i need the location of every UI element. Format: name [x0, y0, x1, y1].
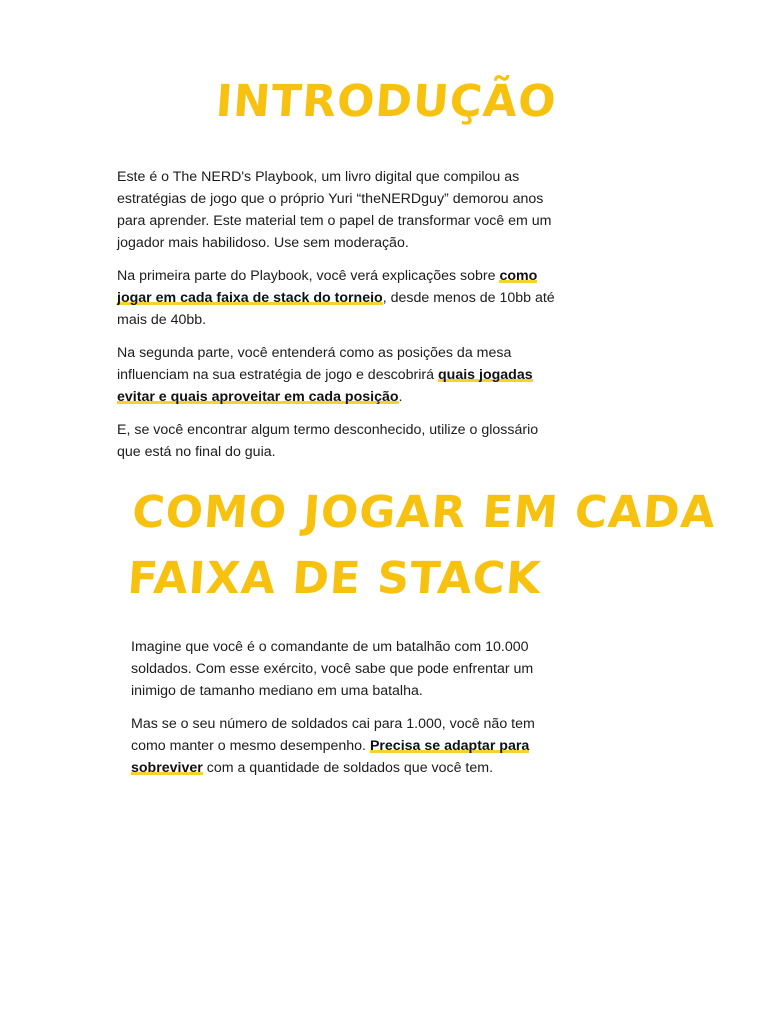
stack-paragraph-1: Imagine que você é o comandante de um batalhão com 10.000 soldados. Com esse exército, você sabe que pode enfrentar um inimigo de tamanho mediano em uma batalha.: [131, 639, 534, 699]
intro-paragraph-4: E, se você encontrar algum termo desconhecido, utilize o glossário que está no final do guia.: [117, 422, 539, 460]
intro-p3-text-end: .: [398, 389, 403, 405]
intro-p2-highlight: como jogar em cada faixa de stack do torneio: [117, 268, 538, 306]
stack-paragraph-2: [131, 713, 551, 779]
intro-paragraph-3: [117, 342, 557, 408]
intro-p3-text: Na segunda parte, você entenderá como as posições da mesa influenciam na sua estratégia de jogo e descobrirá: [117, 345, 512, 383]
stack-p2-highlight: Precisa se adaptar para sobreviver: [131, 738, 530, 776]
intro-paragraph-1: Este é o The NERD's Playbook, um livro digital que compilou as estratégias de jogo que o próprio Yuri “theNERDguy” demorou anos para aprender. Este material tem o papel de transformar você em um jogador mais habilidoso. Use sem moderação.: [117, 169, 552, 251]
stack-p2-text: Mas se o seu número de soldados cai para 1.000, você não tem como manter o mesmo desempenho.: [131, 716, 535, 754]
stack-p2-text-end: com a quantidade de soldados que você tem.: [202, 760, 494, 776]
stack-heading-line-1: COMO JOGAR EM CADA: [130, 487, 718, 538]
intro-section: [117, 166, 557, 474]
intro-p2-text-end: , desde menos de 10bb até mais de 40bb.: [117, 290, 555, 328]
intro-paragraph-2: [117, 265, 557, 331]
intro-p3-highlight: quais jogadas evitar e quais aproveitar em cada posição: [117, 367, 533, 405]
stack-heading: [125, 480, 718, 612]
stack-section: [131, 636, 551, 790]
stack-heading-line-2: FAIXA DE STACK: [125, 553, 543, 604]
intro-heading: INTRODUÇÃO: [214, 76, 559, 127]
intro-p2-text: Na primeira parte do Playbook, você verá explicações sobre: [117, 268, 500, 284]
